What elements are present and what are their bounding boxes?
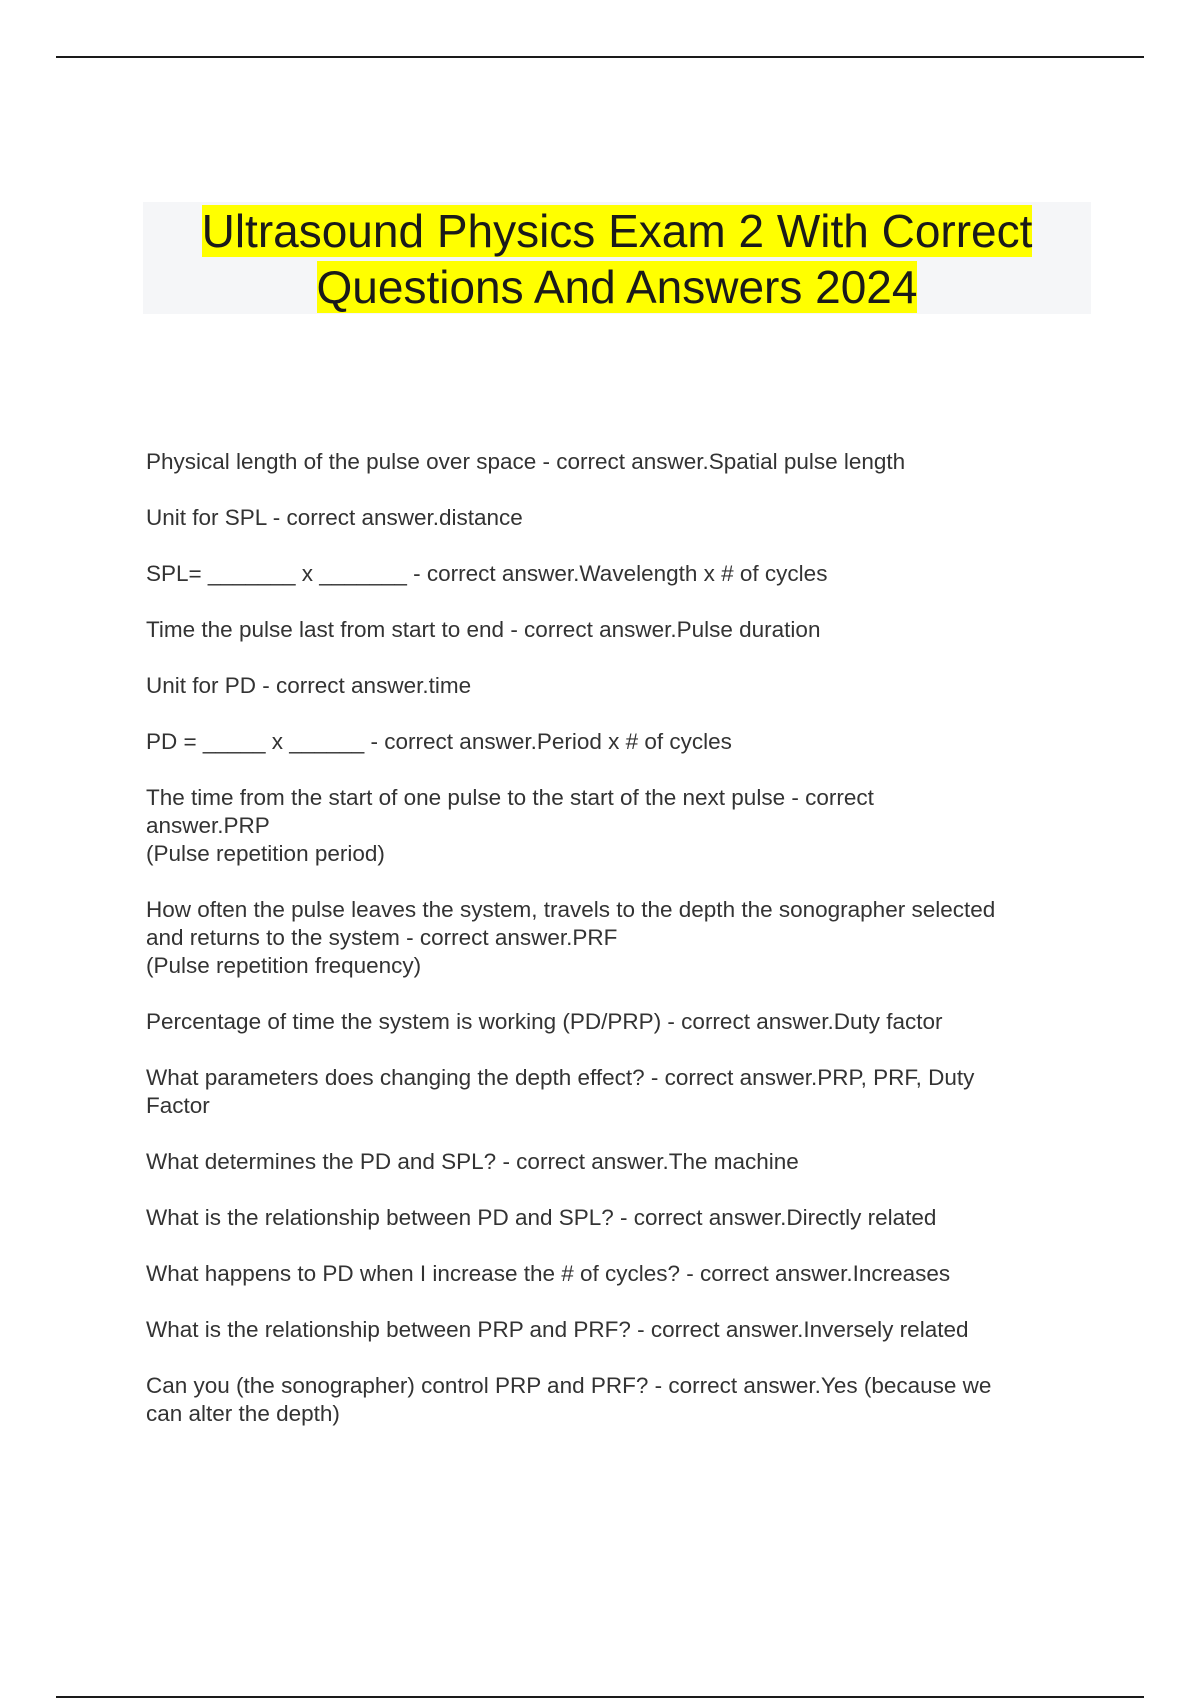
qa-item: PD = _____ x ______ - correct answer.Period x # of cycles (146, 729, 732, 754)
qa-item: How often the pulse leaves the system, travels to the depth the sonographer selected and returns to the system - correct answer.PRF (Pulse repetition frequency) (146, 897, 996, 978)
qa-item: What is the relationship between PD and SPL? - correct answer.Directly related (146, 1205, 937, 1230)
qa-item: Physical length of the pulse over space - correct answer.Spatial pulse length (146, 449, 906, 474)
qa-item: Time the pulse last from start to end - correct answer.Pulse duration (146, 617, 821, 642)
bottom-rule (56, 1696, 1144, 1698)
qa-item: What determines the PD and SPL? - correct answer.The machine (146, 1149, 799, 1174)
qa-item: The time from the start of one pulse to the start of the next pulse - correct answer.PRP (Pulse repetition period) (146, 785, 874, 866)
qa-item: What is the relationship between PRP and PRF? - correct answer.Inversely related (146, 1317, 969, 1342)
top-rule (56, 56, 1144, 58)
qa-list (146, 448, 1096, 1456)
qa-item: What parameters does changing the depth effect? - correct answer.PRP, PRF, Duty Factor (146, 1065, 975, 1118)
qa-item: Unit for SPL - correct answer.distance (146, 505, 523, 530)
qa-item: What happens to PD when I increase the # of cycles? - correct answer.Increases (146, 1261, 951, 1286)
title-box (143, 202, 1091, 314)
title-line-2: Questions And Answers 2024 (316, 261, 918, 313)
title-line-1: Ultrasound Physics Exam 2 With Correct (201, 205, 1033, 257)
document-title (143, 202, 1091, 315)
qa-item: SPL= _______ x _______ - correct answer.Wavelength x # of cycles (146, 561, 828, 586)
qa-item: Can you (the sonographer) control PRP and PRF? - correct answer.Yes (because we can alter the depth) (146, 1373, 992, 1426)
qa-item: Unit for PD - correct answer.time (146, 673, 472, 698)
qa-item: Percentage of time the system is working (PD/PRP) - correct answer.Duty factor (146, 1009, 943, 1034)
